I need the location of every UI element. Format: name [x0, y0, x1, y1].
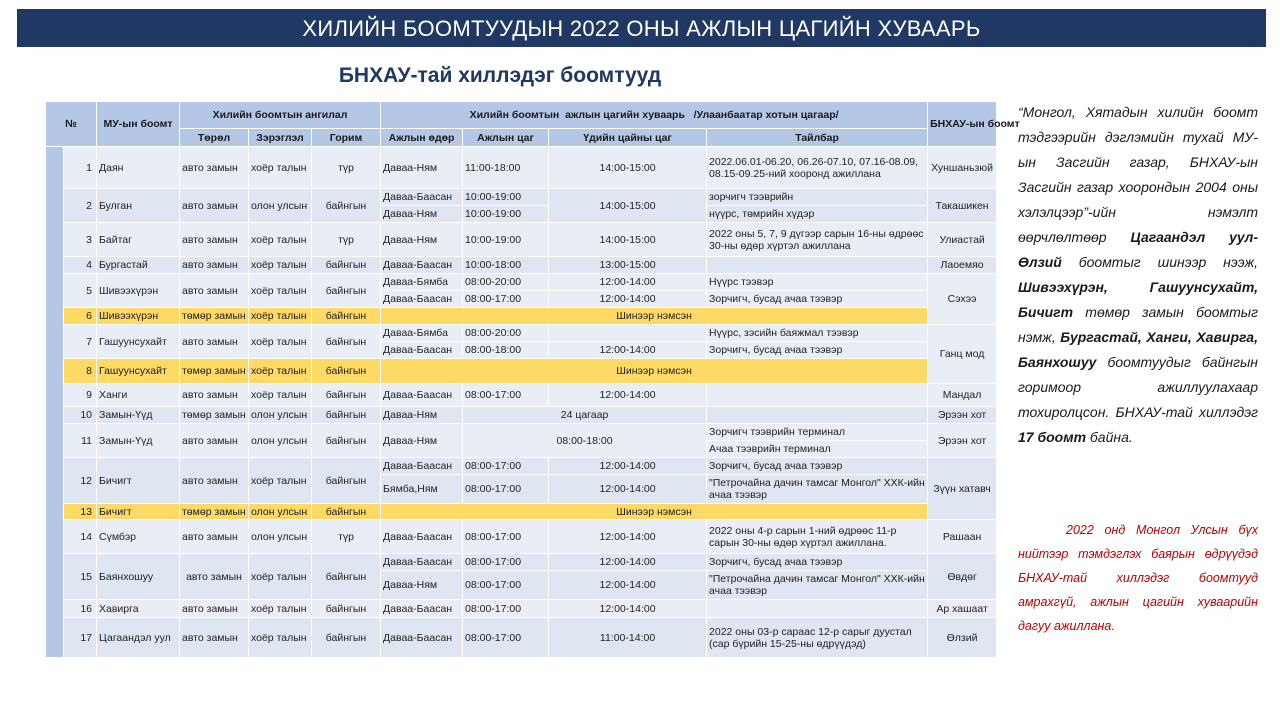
cell-type: авто замын	[180, 424, 249, 458]
header-scope: Зэрэглэл	[249, 129, 312, 147]
cell-lunch: 12:00-14:00	[549, 475, 707, 504]
cell-port: Хавирга	[97, 600, 180, 618]
header-port: МУ-ын боомт	[97, 102, 180, 147]
cell-port: Шивээхүрэн	[97, 274, 180, 308]
cell-num: 12	[64, 458, 97, 504]
cell-hours: 10:00-19:00	[463, 223, 549, 257]
cell-type: төмөр замын	[180, 308, 249, 325]
cell-cn-port: Мандал	[928, 384, 997, 407]
cell-note: "Петрочайна дачин тамсаг Монгол" ХХК-ийн ачаа тээвэр	[707, 475, 928, 504]
cell-note: Ачаа тээврийн терминал	[707, 441, 928, 458]
cell-lunch: 12:00-14:00	[549, 274, 707, 291]
cell-num: 10	[64, 407, 97, 424]
cell-scope: хоёр талын	[249, 618, 312, 658]
cell-mode: байнгын	[312, 504, 381, 520]
agreement-summary-text	[1018, 100, 1258, 450]
cell-note: 2022.06.01-06.20, 06.26-07.10, 07.16-08.09, 08.15-09.25-ний хооронд ажиллана	[707, 147, 928, 189]
table-row	[46, 274, 997, 291]
cell-scope: хоёр талын	[249, 257, 312, 274]
cell-port: Даян	[97, 147, 180, 189]
cell-hours: 08:00-17:00	[463, 475, 549, 504]
cell-lunch: 12:00-14:00	[549, 600, 707, 618]
summary-bold: Шивээхүрэн, Гашуунсухайт, Бичигт	[1018, 279, 1258, 320]
cell-num: 3	[64, 223, 97, 257]
cell-type: авто замын	[180, 458, 249, 504]
cell-mode: байнгын	[312, 257, 381, 274]
header-cn-port: БНХАУ-ын боомт	[928, 102, 997, 147]
cell-mode: байнгын	[312, 554, 381, 600]
border-ports-schedule-table	[45, 101, 1020, 658]
cell-mode: түр	[312, 520, 381, 554]
cell-days: Даваа-Бямба	[381, 274, 463, 291]
table-row	[46, 223, 997, 257]
cell-scope: хоёр талын	[249, 223, 312, 257]
cell-type: авто замын	[180, 600, 249, 618]
cell-note: зорчигч тээврийн	[707, 189, 928, 206]
cell-hours: 08:00-17:00	[463, 458, 549, 475]
cell-note: Нүүрс тээвэр	[707, 274, 928, 291]
cell-hours: 08:00-18:00	[463, 424, 707, 458]
cell-cn-port: Өлзий	[928, 618, 997, 658]
cell-port: Шивээхүрэн	[97, 308, 180, 325]
cell-cn-port: Сэхээ	[928, 274, 997, 325]
cell-type: төмөр замын	[180, 359, 249, 384]
cell-cn-port: Зүүн хатавч	[928, 458, 997, 520]
table-row-new	[46, 359, 997, 384]
cell-num: 4	[64, 257, 97, 274]
cell-port: Бургастай	[97, 257, 180, 274]
cell-cn-port: Ар хашаат	[928, 600, 997, 618]
cell-days: Даваа-Баасан	[381, 520, 463, 554]
cell-days: Даваа-Баасан	[381, 458, 463, 475]
cell-mode: байнгын	[312, 325, 381, 359]
cell-port: Бичигт	[97, 504, 180, 520]
cell-mode: байнгын	[312, 359, 381, 384]
cell-cn-port: Өвдөг	[928, 554, 997, 600]
cell-mode: байнгын	[312, 189, 381, 223]
table-row-new	[46, 504, 997, 520]
cell-port: Байтаг	[97, 223, 180, 257]
cell-num: 15	[64, 554, 97, 600]
cell-num: 17	[64, 618, 97, 658]
cell-scope: олон улсын	[249, 504, 312, 520]
summary-bold: Бургастай, Ханги, Хавирга, Баянхошуу	[1018, 329, 1258, 370]
cell-hours: 08:00-17:00	[463, 554, 549, 571]
cell-days: Даваа-Баасан	[381, 257, 463, 274]
cell-lunch: 12:00-14:00	[549, 342, 707, 359]
cell-mode: түр	[312, 223, 381, 257]
cell-days: Даваа-Баасан	[381, 384, 463, 407]
cell-days: Даваа-Ням	[381, 407, 463, 424]
cell-note: Зорчигч, бусад ачаа тээвэр	[707, 342, 928, 359]
cell-num: 5	[64, 274, 97, 308]
cell-days: Даваа-Баасан	[381, 618, 463, 658]
cell-mode: байнгын	[312, 600, 381, 618]
cell-port: Бичигт	[97, 458, 180, 504]
cell-days: Даваа-Баасан	[381, 600, 463, 618]
cell-cn-port: Лаоемяо	[928, 257, 997, 274]
cell-days: Даваа-Ням	[381, 571, 463, 600]
cell-num: 16	[64, 600, 97, 618]
cell-mode: байнгын	[312, 424, 381, 458]
cell-days: Бямба,Ням	[381, 475, 463, 504]
cell-port: Гашуунсухайт	[97, 359, 180, 384]
cell-new-note: Шинээр нэмсэн	[381, 504, 928, 520]
cell-type: авто замын	[180, 325, 249, 359]
header-lunch: Үдийн цайны цаг	[549, 129, 707, 147]
cell-lunch: 14:00-15:00	[549, 189, 707, 223]
cell-lunch: 12:00-14:00	[549, 291, 707, 308]
cell-new-note: Шинээр нэмсэн	[381, 359, 928, 384]
cell-port: Ханги	[97, 384, 180, 407]
cell-mode: байнгын	[312, 384, 381, 407]
table-row	[46, 189, 997, 206]
cell-new-note: Шинээр нэмсэн	[381, 308, 928, 325]
cell-mode: байнгын	[312, 274, 381, 308]
cell-cn-port: Рашаан	[928, 520, 997, 554]
table-row	[46, 147, 997, 189]
cell-type: авто замын	[180, 618, 249, 658]
cell-type: авто замын	[180, 384, 249, 407]
cell-scope: олон улсын	[249, 189, 312, 223]
cell-mode: байнгын	[312, 407, 381, 424]
page-subtitle: БНХАУ-тай хиллэдэг боомтууд	[338, 64, 662, 87]
cell-type: авто замын	[180, 274, 249, 308]
cell-note	[707, 257, 928, 274]
cell-port: Цагаандэл уул	[97, 618, 180, 658]
cell-hours: 08:00-17:00	[463, 384, 549, 407]
cell-days: Даваа-Баасан	[381, 189, 463, 206]
cell-hours: 10:00-18:00	[463, 257, 549, 274]
cell-hours: 08:00-20:00	[463, 325, 549, 342]
cell-days: Даваа-Ням	[381, 147, 463, 189]
cell-hours: 11:00-18:00	[463, 147, 549, 189]
cell-mode: байнгын	[312, 458, 381, 504]
row-gutter	[46, 147, 64, 658]
summary-part: байна.	[1086, 429, 1133, 445]
cell-scope: хоёр талын	[249, 600, 312, 618]
cell-port: Булган	[97, 189, 180, 223]
cell-port: Баянхошуу	[97, 554, 180, 600]
cell-days: Даваа-Ням	[381, 424, 463, 458]
cell-lunch: 12:00-14:00	[549, 520, 707, 554]
cell-port: Замын-Үүд	[97, 424, 180, 458]
cell-num: 1	[64, 147, 97, 189]
cell-scope: хоёр талын	[249, 554, 312, 600]
cell-num: 13	[64, 504, 97, 520]
table-row-new	[46, 308, 997, 325]
cell-cn-port: Улиастай	[928, 223, 997, 257]
cell-note: 2022 оны 03-р сараас 12-р сарыг дуустал (сар бүрийн 15-25-ны өдрүүдэд)	[707, 618, 928, 658]
cell-hours: 08:00-17:00	[463, 520, 549, 554]
cell-lunch: 11:00-14:00	[549, 618, 707, 658]
holiday-note: 2022 онд Монгол Улсын бүх нийтээр тэмдэглэх баярын өдрүүдэд БНХАУ-тай хиллэдэг боомтууд амрахгүй, ажлын цагийн хуваарийн дагуу ажиллана.	[1018, 523, 1258, 633]
cell-days: Даваа-Ням	[381, 223, 463, 257]
table-row	[46, 325, 997, 342]
cell-hours: 08:00-18:00	[463, 342, 549, 359]
cell-note: Зорчигч, бусад ачаа тээвэр	[707, 291, 928, 308]
summary-part: боомтыг шинээр нээж,	[1061, 254, 1258, 270]
cell-num: 7	[64, 325, 97, 359]
table-row	[46, 618, 997, 658]
cell-port: Замын-Үүд	[97, 407, 180, 424]
cell-note: Зорчигч тээврийн терминал	[707, 424, 928, 441]
cell-scope: хоёр талын	[249, 147, 312, 189]
cell-hours: 10:00-19:00	[463, 189, 549, 206]
cell-note: Зорчигч, бусад ачаа тээвэр	[707, 458, 928, 475]
cell-note: нүүрс, төмрийн хүдэр	[707, 206, 928, 223]
table-row	[46, 257, 997, 274]
cell-hours: 08:00-17:00	[463, 600, 549, 618]
cell-hours: 08:00-17:00	[463, 291, 549, 308]
cell-lunch: 14:00-15:00	[549, 147, 707, 189]
cell-mode: байнгын	[312, 308, 381, 325]
cell-hours: 10:00-19:00	[463, 206, 549, 223]
cell-note	[707, 407, 928, 424]
table-row	[46, 384, 997, 407]
cell-hours: 08:00-20:00	[463, 274, 549, 291]
page-title-banner: ХИЛИЙН БООМТУУДЫН 2022 ОНЫ АЖЛЫН ЦАГИЙН ХУВААРЬ	[17, 9, 1266, 47]
cell-type: төмөр замын	[180, 407, 249, 424]
header-type: Төрөл	[180, 129, 249, 147]
cell-lunch: 12:00-14:00	[549, 571, 707, 600]
cell-note	[707, 384, 928, 407]
cell-lunch	[549, 325, 707, 342]
cell-scope: хоёр талын	[249, 458, 312, 504]
cell-num: 9	[64, 384, 97, 407]
header-days: Ажлын өдөр	[381, 129, 463, 147]
table-row	[46, 520, 997, 554]
header-mode: Горим	[312, 129, 381, 147]
cell-num: 2	[64, 189, 97, 223]
cell-type: төмөр замын	[180, 504, 249, 520]
cell-note: 2022 оны 5, 7, 9 дүгээр сарын 16-ны өдрөөс 30-ны өдөр хүртэл ажиллана	[707, 223, 928, 257]
cell-days: Даваа-Ням	[381, 206, 463, 223]
cell-scope: олон улсын	[249, 520, 312, 554]
cell-port: Сүмбэр	[97, 520, 180, 554]
cell-lunch: 14:00-15:00	[549, 223, 707, 257]
summary-part: төмөр замын боомтыг нэмж,	[1018, 304, 1258, 345]
header-hours: Ажлын цаг	[463, 129, 549, 147]
cell-cn-port: Эрээн хот	[928, 424, 997, 458]
cell-lunch: 13:00-15:00	[549, 257, 707, 274]
table-row	[46, 600, 997, 618]
header-schedule: Хилийн боомтын ажлын цагийн хуваарь /Улаанбаатар хотын цагаар/	[381, 102, 928, 129]
cell-mode: түр	[312, 147, 381, 189]
cell-scope: хоёр талын	[249, 359, 312, 384]
cell-days: Даваа-Баасан	[381, 554, 463, 571]
cell-cn-port: Хуншаньзюй	[928, 147, 997, 189]
table-row	[46, 458, 997, 475]
header-note: Тайлбар	[707, 129, 928, 147]
cell-days: Даваа-Баасан	[381, 291, 463, 308]
cell-num: 8	[64, 359, 97, 384]
cell-days: Даваа-Бямба	[381, 325, 463, 342]
cell-cn-port: Ганц мод	[928, 325, 997, 384]
cell-hours: 08:00-17:00	[463, 571, 549, 600]
cell-num: 6	[64, 308, 97, 325]
cell-type: авто замын	[180, 520, 249, 554]
cell-type: авто замын	[180, 147, 249, 189]
table-row	[46, 424, 997, 441]
cell-cn-port: Эрээн хот	[928, 407, 997, 424]
cell-hours: 24 цагаар	[463, 407, 707, 424]
cell-note	[707, 600, 928, 618]
cell-type: авто замын	[180, 223, 249, 257]
summary-part: “Монгол, Хятадын хилийн боомт тэдгээрийн дэглэмийн тухай МУ-ын Засгийн газар, БНХАУ-ын Засгийн газар хоорондын 2004 оны хэлэлцээр”-ийн нэмэлт өөрчлөлтөөр	[1018, 104, 1258, 245]
summary-bold: 17 боомт	[1018, 429, 1087, 445]
summary-bold: Цагаандэл уул-Өлзий	[1018, 229, 1259, 270]
cell-hours: 08:00-17:00	[463, 618, 549, 658]
table-row	[46, 407, 997, 424]
table-row	[46, 554, 997, 571]
cell-scope: олон улсын	[249, 407, 312, 424]
cell-scope: хоёр талын	[249, 274, 312, 308]
cell-port: Гашуунсухайт	[97, 325, 180, 359]
cell-scope: хоёр талын	[249, 384, 312, 407]
cell-num: 14	[64, 520, 97, 554]
cell-days: Даваа-Баасан	[381, 342, 463, 359]
summary-part: боомтуудыг байнгын горимоор ажиллуулахаар тохиролцсон. БНХАУ-тай хиллэдэг	[1018, 354, 1258, 420]
cell-mode: байнгын	[312, 618, 381, 658]
cell-type: авто замын	[180, 189, 249, 223]
cell-type: авто замын	[180, 257, 249, 274]
cell-note: Нүүрс, зэсийн баяжмал тээвэр	[707, 325, 928, 342]
cell-num: 11	[64, 424, 97, 458]
cell-cn-port: Такашикен	[928, 189, 997, 223]
cell-lunch: 12:00-14:00	[549, 384, 707, 407]
cell-note: "Петрочайна дачин тамсаг Монгол" ХХК-ийн ачаа тээвэр	[707, 571, 928, 600]
cell-lunch: 12:00-14:00	[549, 458, 707, 475]
cell-scope: хоёр талын	[249, 308, 312, 325]
cell-note: 2022 оны 4-р сарын 1-ний өдрөөс 11-р сарын 30-ны өдөр хүртэл ажиллана.	[707, 520, 928, 554]
cell-scope: хоёр талын	[249, 325, 312, 359]
cell-type: авто замын	[180, 554, 249, 600]
cell-note: Зорчигч, бусад ачаа тээвэр	[707, 554, 928, 571]
cell-lunch: 12:00-14:00	[549, 554, 707, 571]
header-classification: Хилийн боомтын ангилал	[180, 102, 381, 129]
header-num: №	[46, 102, 97, 147]
cell-scope: олон улсын	[249, 424, 312, 458]
